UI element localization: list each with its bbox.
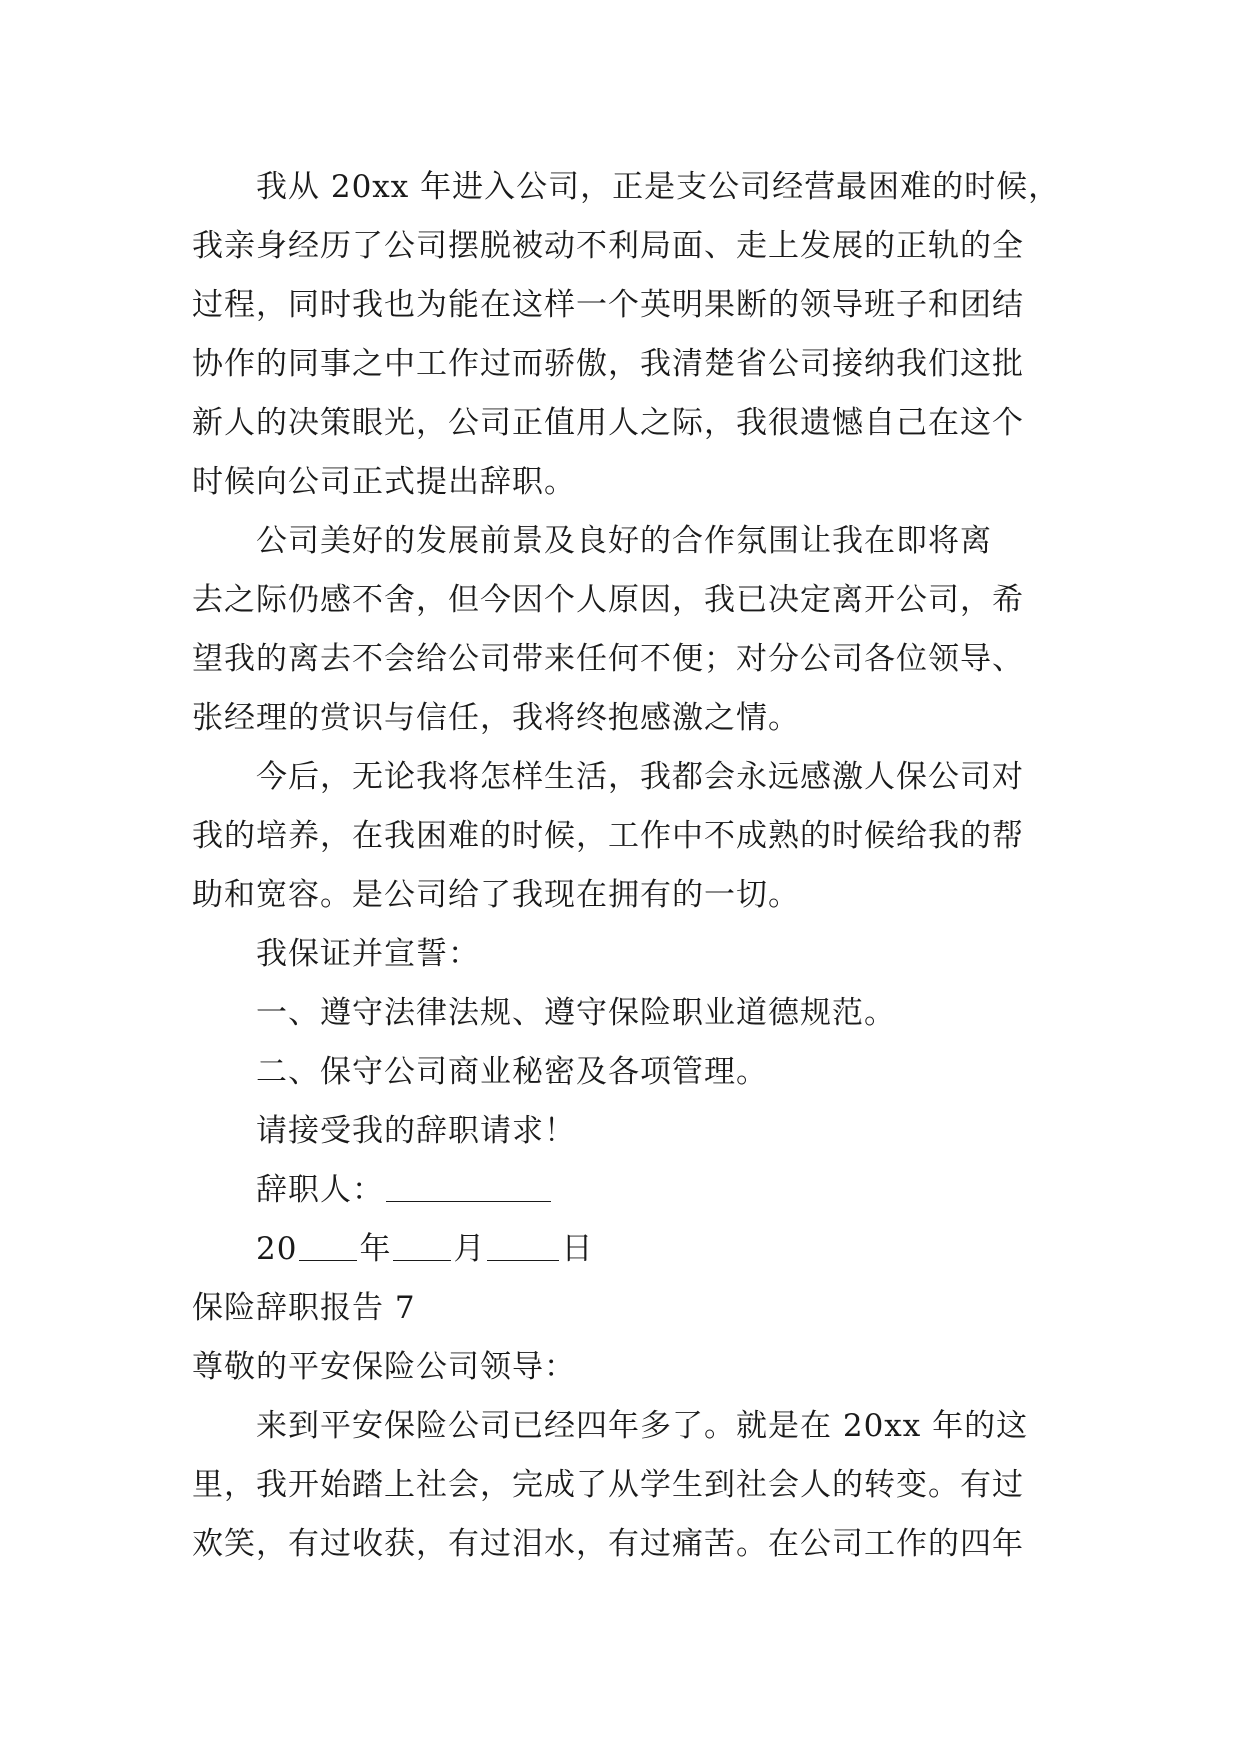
- text-line: 助和宽容。是公司给了我现在拥有的一切。: [192, 877, 800, 913]
- signature-line: [192, 1161, 1054, 1220]
- text-line: 今后，无论我将怎样生活，我都会永远感激人保公司对: [256, 759, 1024, 795]
- pledge-item: 二、保守公司商业秘密及各项管理。: [256, 1054, 768, 1090]
- pledge-item: 一、遵守法律法规、遵守保险职业道德规范。: [256, 995, 896, 1031]
- pledge-intro: 我保证并宣誓：: [256, 936, 480, 972]
- text-line: 我亲身经历了公司摆脱被动不利局面、走上发展的正轨的全: [192, 228, 1024, 264]
- text-line: 过程，同时我也为能在这样一个英明果断的领导班子和团结: [192, 287, 1024, 323]
- text-line: 来到平安保险公司已经四年多了。就是在 20xx 年的这: [256, 1408, 1029, 1444]
- year-blank: [299, 1236, 357, 1261]
- text-line: 去之际仍感不舍，但今因个人原因，我已决定离开公司，希: [192, 582, 1024, 618]
- date-prefix: 20: [256, 1231, 298, 1267]
- paragraph-2: [192, 512, 1054, 748]
- signature-label: 辞职人：: [256, 1172, 384, 1208]
- text-line: 张经理的赏识与信任，我将终抱感激之情。: [192, 700, 800, 736]
- text-line: 协作的同事之中工作过而骄傲，我清楚省公司接纳我们这批: [192, 346, 1024, 382]
- text-line: 我的培养，在我困难的时候，工作中不成熟的时候给我的帮: [192, 818, 1024, 854]
- month-blank: [393, 1236, 451, 1261]
- date-month-label: 月: [453, 1231, 486, 1267]
- text-line: 公司美好的发展前景及良好的合作氛围让我在即将离: [256, 523, 992, 559]
- date-line: [192, 1220, 1054, 1279]
- paragraph-4: [192, 1397, 1054, 1574]
- text-line: 时候向公司正式提出辞职。: [192, 464, 576, 500]
- text-line: 望我的离去不会给公司带来任何不便；对分公司各位领导、: [192, 641, 1024, 677]
- paragraph-3: [192, 748, 1054, 925]
- section-title: 保险辞职报告 7: [192, 1290, 416, 1326]
- day-blank: [487, 1236, 559, 1261]
- text-line: 新人的决策眼光，公司正值用人之际，我很遗憾自己在这个: [192, 405, 1024, 441]
- text-line: 里，我开始踏上社会，完成了从学生到社会人的转变。有过: [192, 1467, 1024, 1503]
- resignation-request: 请接受我的辞职请求！: [256, 1113, 576, 1149]
- salutation: 尊敬的平安保险公司领导：: [192, 1349, 576, 1385]
- signature-blank: [386, 1177, 551, 1202]
- text-line: 欢笑，有过收获，有过泪水，有过痛苦。在公司工作的四年: [192, 1526, 1024, 1562]
- text-line: 我从 20xx 年进入公司，正是支公司经营最困难的时候，: [256, 169, 1061, 205]
- paragraph-1: [192, 158, 1061, 512]
- document-body: [192, 158, 1061, 1574]
- date-year-label: 年: [359, 1231, 392, 1267]
- date-day-label: 日: [561, 1231, 594, 1267]
